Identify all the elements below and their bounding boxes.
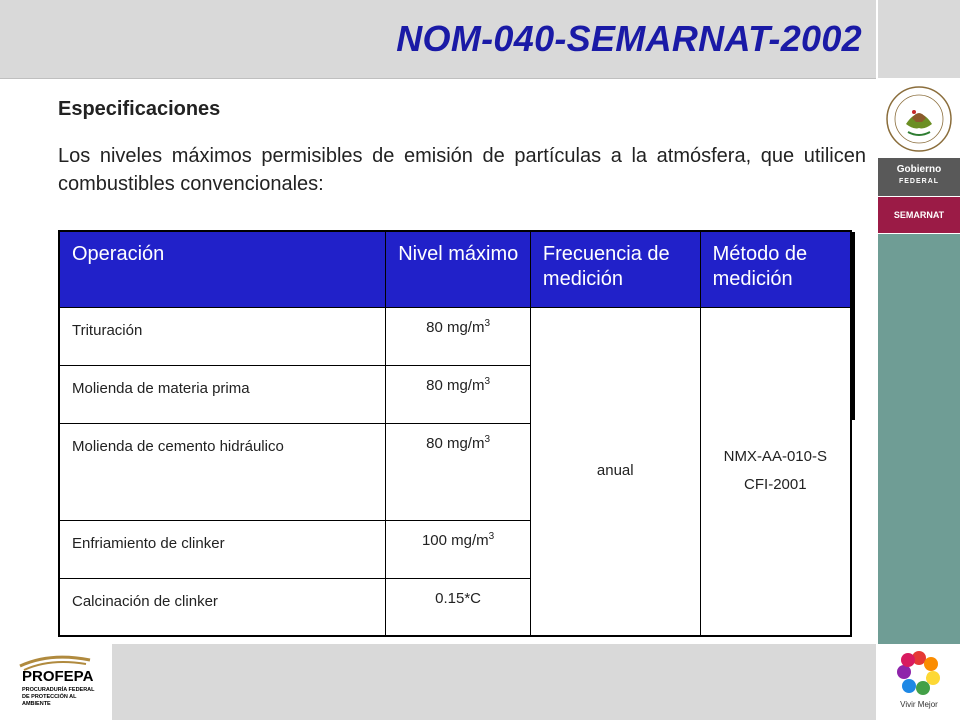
section-heading: Especificaciones <box>58 98 221 120</box>
gobierno-federal-badge <box>878 158 960 196</box>
mexico-seal-icon <box>884 84 954 154</box>
cell-nivel: 0.15*C <box>386 578 531 636</box>
cell-operacion: Enfriamiento de clinker <box>59 520 386 578</box>
description-paragraph: Los niveles máximos permisibles de emisión de partículas a la atmósfera, que utilicen combustibles convencionales: <box>58 145 866 195</box>
federal-label: FEDERAL <box>898 178 940 185</box>
profepa-subtitle: PROCURADURÍA FEDERAL DE PROTECCIÓN AL AMBIENTE <box>22 687 95 707</box>
semarnat-badge: SEMARNAT <box>878 197 960 233</box>
footer-band <box>112 644 876 720</box>
sidebar-gray-block <box>878 0 960 78</box>
cell-operacion: Molienda de cemento hidráulico <box>59 423 386 520</box>
cell-nivel: 80 $mg/m^3$ <box>386 365 531 423</box>
cell-frecuencia: anual <box>530 307 700 636</box>
header-nivel: Nivel máximo <box>386 231 531 307</box>
cell-operacion: Calcinación de clinker <box>59 578 386 636</box>
cell-nivel: 80 $mg/m^3$ <box>386 423 531 520</box>
page-title: NOM-040-SEMARNAT-2002 <box>396 18 862 59</box>
gobierno-label: Gobierno <box>896 164 942 175</box>
cell-metodo <box>700 307 851 636</box>
cell-nivel: 80 $mg/m^3$ <box>386 307 531 365</box>
metodo-text: NMX-AA-010-SCFI-2001 <box>723 448 827 494</box>
right-sidebar <box>878 0 960 720</box>
header-operacion: Operación <box>59 231 386 307</box>
table-header-row <box>59 231 851 307</box>
profepa-name: PROFEPA <box>22 668 94 685</box>
cell-operacion: Molienda de materia prima <box>59 365 386 423</box>
emission-limits-table <box>58 230 852 637</box>
vivir-mejor-label: Vivir Mejor <box>900 700 938 709</box>
table-edge <box>852 232 855 420</box>
cell-nivel: 100 $mg/m^3$ <box>386 520 531 578</box>
header-metodo: Método de medición <box>700 231 851 307</box>
teal-band <box>878 234 960 644</box>
cell-operacion: Trituración <box>59 307 386 365</box>
header-band <box>0 0 876 79</box>
table-row <box>59 307 851 365</box>
vivir-mejor-flower-icon <box>896 648 942 698</box>
header-frecuencia: Frecuencia de medición <box>530 231 700 307</box>
